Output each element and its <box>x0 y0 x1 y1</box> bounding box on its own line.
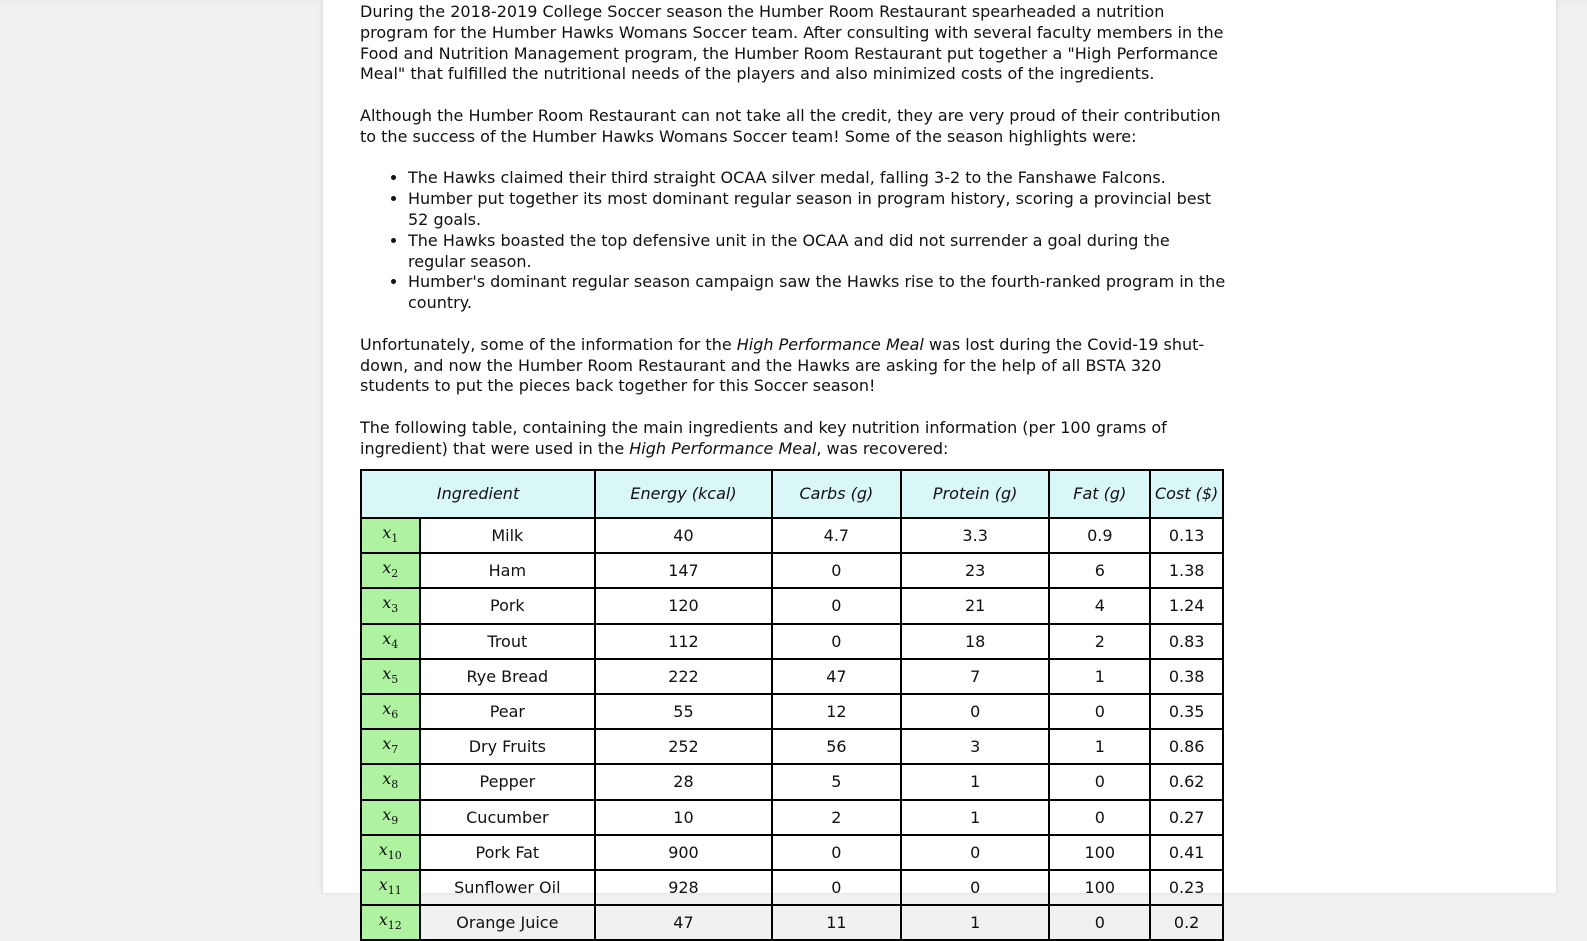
variable-cell <box>361 870 420 905</box>
ingredient-name-cell: Orange Juice <box>420 905 596 940</box>
variable-cell <box>361 659 420 694</box>
variable-symbol: x <box>382 769 392 789</box>
table-header-row <box>361 470 1223 518</box>
table-row <box>361 764 1223 799</box>
ingredient-name-cell: Pear <box>420 694 596 729</box>
highlight-item: • The Hawks claimed their third straight OCAA silver medal, falling 3-2 to the Fanshawe Falcons. <box>408 168 1230 189</box>
variable-cell <box>361 518 420 553</box>
fat-cell: 0.9 <box>1049 518 1150 553</box>
protein-cell: 0 <box>901 835 1049 870</box>
energy-cell: 252 <box>595 729 772 764</box>
variable-cell <box>361 835 420 870</box>
variable-symbol: x <box>382 663 392 683</box>
carbs-cell: 2 <box>772 800 901 835</box>
variable-subscript: 10 <box>387 848 402 862</box>
variable-cell <box>361 553 420 588</box>
variable-symbol: x <box>382 593 392 613</box>
nutrition-table <box>360 469 1224 941</box>
energy-cell: 10 <box>595 800 772 835</box>
cost-cell: 0.13 <box>1150 518 1223 553</box>
protein-cell: 1 <box>901 800 1049 835</box>
table-row <box>361 870 1223 905</box>
intro-paragraph-3: Unfortunately, some of the information for the High Performance Meal was lost during the Covid-19 shut-down, and now the Humber Room Restaurant and the Hawks are asking for the help of all BSTA 320 students to put the pieces back together for this Soccer season! <box>360 334 1205 396</box>
header-energy: Energy (kcal) <box>595 470 772 518</box>
energy-cell: 928 <box>595 870 772 905</box>
variable-symbol: x <box>378 910 388 930</box>
variable-symbol: x <box>382 523 392 542</box>
fat-cell: 100 <box>1049 835 1150 870</box>
variable-subscript: 6 <box>391 708 399 722</box>
variable-symbol: x <box>382 628 392 648</box>
cost-cell: 0.41 <box>1150 835 1223 870</box>
header-ingredient: Ingredient <box>361 470 595 518</box>
ingredient-name-cell: Sunflower Oil <box>420 870 596 905</box>
ingredient-name-cell: Pork <box>420 588 596 623</box>
table-row <box>361 518 1223 553</box>
header-fat: Fat (g) <box>1049 470 1150 518</box>
variable-subscript: 5 <box>391 672 399 686</box>
table-row <box>361 729 1223 764</box>
table-row <box>361 553 1223 588</box>
highlight-item: • Humber's dominant regular season campaign saw the Hawks rise to the fourth-ranked program in the country. <box>408 272 1230 314</box>
energy-cell: 112 <box>595 624 772 659</box>
energy-cell: 147 <box>595 553 772 588</box>
document-body <box>360 2 1230 480</box>
carbs-cell: 11 <box>772 905 901 940</box>
table-row <box>361 659 1223 694</box>
ingredient-name-cell: Pepper <box>420 764 596 799</box>
cost-cell: 1.38 <box>1150 553 1223 588</box>
fat-cell: 4 <box>1049 588 1150 623</box>
header-carbs: Carbs (g) <box>772 470 901 518</box>
energy-cell: 120 <box>595 588 772 623</box>
cost-cell: 0.2 <box>1150 905 1223 940</box>
energy-cell: 900 <box>595 835 772 870</box>
fat-cell: 1 <box>1049 659 1150 694</box>
ingredient-name-cell: Dry Fruits <box>420 729 596 764</box>
protein-cell: 3 <box>901 729 1049 764</box>
protein-cell: 1 <box>901 764 1049 799</box>
intro-paragraph-1: During the 2018-2019 College Soccer season the Humber Room Restaurant spearheaded a nutrition program for the Humber Hawks Womans Soccer team. After consulting with several faculty members in the Food and Nutrition Management program, the Humber Room Restaurant put together a "High Performance Meal" that fulfilled the nutritional needs of the players and also minimized costs of the ingredients. <box>360 2 1224 84</box>
protein-cell: 21 <box>901 588 1049 623</box>
variable-symbol: x <box>382 558 392 578</box>
cost-cell: 0.35 <box>1150 694 1223 729</box>
header-cost: Cost ($) <box>1150 470 1223 518</box>
variable-subscript: 12 <box>387 919 402 933</box>
variable-symbol: x <box>382 698 392 718</box>
carbs-cell: 0 <box>772 835 901 870</box>
variable-symbol: x <box>382 804 392 824</box>
variable-subscript: 8 <box>391 778 399 792</box>
carbs-cell: 4.7 <box>772 518 901 553</box>
protein-cell: 3.3 <box>901 518 1049 553</box>
protein-cell: 23 <box>901 553 1049 588</box>
ingredient-name-cell: Trout <box>420 624 596 659</box>
cost-cell: 0.23 <box>1150 870 1223 905</box>
intro-paragraph-4: The following table, containing the main ingredients and key nutrition information (per 100 grams of ingredient) that were used in the High Performance Meal, was recovered: <box>360 417 1167 458</box>
ingredient-name-cell: Rye Bread <box>420 659 596 694</box>
carbs-cell: 0 <box>772 588 901 623</box>
cost-cell: 1.24 <box>1150 588 1223 623</box>
fat-cell: 0 <box>1049 694 1150 729</box>
carbs-cell: 12 <box>772 694 901 729</box>
ingredient-name-cell: Pork Fat <box>420 835 596 870</box>
fat-cell: 100 <box>1049 870 1150 905</box>
protein-cell: 7 <box>901 659 1049 694</box>
carbs-cell: 47 <box>772 659 901 694</box>
variable-symbol: x <box>378 874 388 894</box>
fat-cell: 2 <box>1049 624 1150 659</box>
protein-cell: 18 <box>901 624 1049 659</box>
carbs-cell: 5 <box>772 764 901 799</box>
table-row <box>361 588 1223 623</box>
variable-symbol: x <box>382 734 392 754</box>
variable-subscript: 3 <box>391 602 399 616</box>
highlight-item: • Humber put together its most dominant regular season in program history, scoring a provincial best 52 goals. <box>408 189 1230 231</box>
energy-cell: 222 <box>595 659 772 694</box>
variable-cell <box>361 764 420 799</box>
carbs-cell: 0 <box>772 553 901 588</box>
protein-cell: 0 <box>901 694 1049 729</box>
carbs-cell: 0 <box>772 624 901 659</box>
protein-cell: 1 <box>901 905 1049 940</box>
variable-cell <box>361 729 420 764</box>
cost-cell: 0.38 <box>1150 659 1223 694</box>
header-protein: Protein (g) <box>901 470 1049 518</box>
fat-cell: 0 <box>1049 800 1150 835</box>
ingredient-name-cell: Ham <box>420 553 596 588</box>
fat-cell: 1 <box>1049 729 1150 764</box>
carbs-cell: 56 <box>772 729 901 764</box>
cost-cell: 0.27 <box>1150 800 1223 835</box>
variable-subscript: 1 <box>391 532 399 546</box>
variable-cell <box>361 588 420 623</box>
energy-cell: 55 <box>595 694 772 729</box>
table-row <box>361 694 1223 729</box>
document-page <box>322 0 1557 933</box>
highlight-item: • The Hawks boasted the top defensive unit in the OCAA and did not surrender a goal during the regular season. <box>408 231 1230 273</box>
energy-cell: 40 <box>595 518 772 553</box>
variable-symbol: x <box>378 839 388 859</box>
variable-subscript: 7 <box>391 743 399 757</box>
variable-cell <box>361 905 420 940</box>
ingredient-name-cell: Milk <box>420 518 596 553</box>
fat-cell: 0 <box>1049 764 1150 799</box>
variable-subscript: 2 <box>391 567 399 581</box>
energy-cell: 47 <box>595 905 772 940</box>
fat-cell: 0 <box>1049 905 1150 940</box>
cost-cell: 0.62 <box>1150 764 1223 799</box>
variable-subscript: 4 <box>391 637 399 651</box>
variable-cell <box>361 624 420 659</box>
energy-cell: 28 <box>595 764 772 799</box>
variable-subscript: 11 <box>387 884 402 898</box>
fat-cell: 6 <box>1049 553 1150 588</box>
table-row <box>361 835 1223 870</box>
table-row <box>361 624 1223 659</box>
protein-cell: 0 <box>901 870 1049 905</box>
variable-cell <box>361 800 420 835</box>
season-highlights-list <box>360 168 1230 314</box>
ingredient-name-cell: Cucumber <box>420 800 596 835</box>
table-row <box>361 905 1223 940</box>
variable-cell <box>361 694 420 729</box>
carbs-cell: 0 <box>772 870 901 905</box>
cost-cell: 0.86 <box>1150 729 1223 764</box>
intro-paragraph-2: Although the Humber Room Restaurant can not take all the credit, they are very proud of their contribution to the success of the Humber Hawks Womans Soccer team! Some of the season highlights were: <box>360 105 1221 146</box>
table-row <box>361 800 1223 835</box>
variable-subscript: 9 <box>391 813 399 827</box>
cost-cell: 0.83 <box>1150 624 1223 659</box>
